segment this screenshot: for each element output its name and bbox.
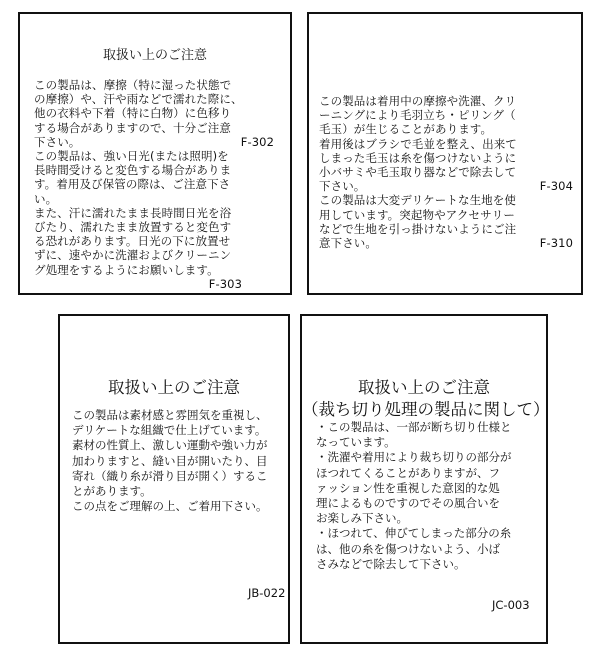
text-line: は、他の糸を傷つけないよう、小ば (316, 541, 500, 556)
text-line (319, 179, 575, 193)
text-line (34, 135, 280, 149)
text-line: 用しています。突起物やアクセサリー (319, 207, 515, 222)
text-line: する場合がありますので、十分ご注意 (34, 120, 231, 135)
care-label-card-f302-f303 (18, 12, 292, 295)
care-label-body (34, 78, 280, 291)
text-line: ・洗濯や着用により裁ち切りの部分が (316, 450, 512, 465)
text-line: さみなどで除去して下さい。 (316, 556, 466, 571)
text-line: とがあります。 (72, 484, 152, 499)
text-line: ・ほつれて、伸びてしまった部分の糸 (316, 526, 512, 541)
text-line: 長時間受けると変色する場合がありま (34, 163, 232, 178)
text-line: 寄れ（織り糸が滑り目が開く）するこ (72, 468, 268, 483)
text-line: この製品は、摩擦（特に湿った状態で (34, 78, 232, 92)
text-line-content: 下さい。 (319, 179, 366, 194)
text-line (319, 236, 575, 250)
care-label-body (316, 420, 542, 572)
care-label-title: 取扱い上のご注意 (108, 378, 240, 397)
text-line: い。 (34, 191, 58, 206)
text-line: 着用後はブラシで毛並を整え、出来て (319, 136, 517, 151)
text-line: しまった毛玉は糸を傷つけないように (319, 150, 517, 165)
product-code: F-310 (539, 236, 573, 251)
text-line-content: 下さい。 (34, 134, 81, 149)
text-line: ずに、速やかに洗濯およびクリーニン (34, 248, 232, 263)
text-line: この製品は、強い日光(または照明)を (34, 149, 229, 164)
care-label-body (72, 408, 284, 514)
bullet-item (316, 526, 542, 572)
text-line: この点をご理解の上、ご着用下さい。 (72, 499, 268, 514)
product-code: F-302 (240, 134, 274, 149)
text-line: の摩擦）や、汗や雨などで濡れた際に、 (34, 92, 243, 107)
text-line: この製品は着用中の摩擦や洗濯、クリ (319, 94, 517, 108)
product-code: F-304 (539, 179, 573, 194)
text-line: デリケートな組織で仕上げています。 (72, 423, 267, 438)
care-label-card-jb022 (58, 314, 290, 644)
text-line: 加わりますと、縫い目が開いたり、目 (72, 453, 268, 468)
text-line: びたり、濡れたまま放置すると変色す (34, 220, 232, 235)
care-label-body (319, 94, 575, 250)
product-code: JB-022 (248, 586, 286, 600)
care-label-card-f304-f310 (307, 12, 583, 295)
text-line: この製品は素材感と雰囲気を重視し、 (72, 408, 268, 422)
text-line: 素材の性質上、激しい運動や強い力が (72, 438, 268, 453)
text-line: 理によるものですのでその風合いを (316, 496, 500, 511)
care-label-title: 取扱い上のご注意 (358, 378, 490, 397)
text-line: ・この製品は、一部が断ち切り仕様と (316, 420, 512, 434)
text-line: ほつれてくることがありますが、フ (316, 465, 500, 480)
text-line: ァッション性を重視した意図的な処 (316, 480, 500, 495)
text-line: なっています。 (316, 435, 396, 450)
text-line: グ処理をするようにお願いします。 (34, 262, 219, 277)
care-label-card-jc003 (300, 314, 548, 644)
care-label-subtitle: （裁ち切り処理の製品に関して） (302, 400, 550, 419)
text-line: また、汗に濡れたまま長時間日光を浴 (34, 205, 232, 220)
text-line: 他の衣料や下着（特に白物）に色移り (34, 106, 232, 121)
text-line: る恐れがあります。日光の下に放置せ (34, 234, 231, 249)
bullet-item (316, 450, 542, 526)
text-line: す。着用及び保管の際は、ご注意下さ (34, 177, 231, 192)
text-line: ーニングにより毛羽立ち・ピリング（ (319, 108, 516, 123)
product-code: JC-003 (492, 598, 530, 612)
text-line: 小バサミや毛玉取り器などで除去して (319, 165, 517, 180)
text-line: などで生地を引っ掛けないようにご注 (319, 221, 517, 236)
product-code: F-303 (208, 276, 242, 291)
text-line: お楽しみ下さい。 (316, 511, 408, 526)
text-line-content: 意下さい。 (319, 236, 377, 251)
care-label-title: 取扱い上のご注意 (102, 48, 207, 63)
text-line: 毛玉）が生じることがあります。 (319, 122, 493, 137)
text-line: この製品は大変デリケートな生地を使 (319, 193, 516, 208)
bullet-item (316, 420, 542, 450)
